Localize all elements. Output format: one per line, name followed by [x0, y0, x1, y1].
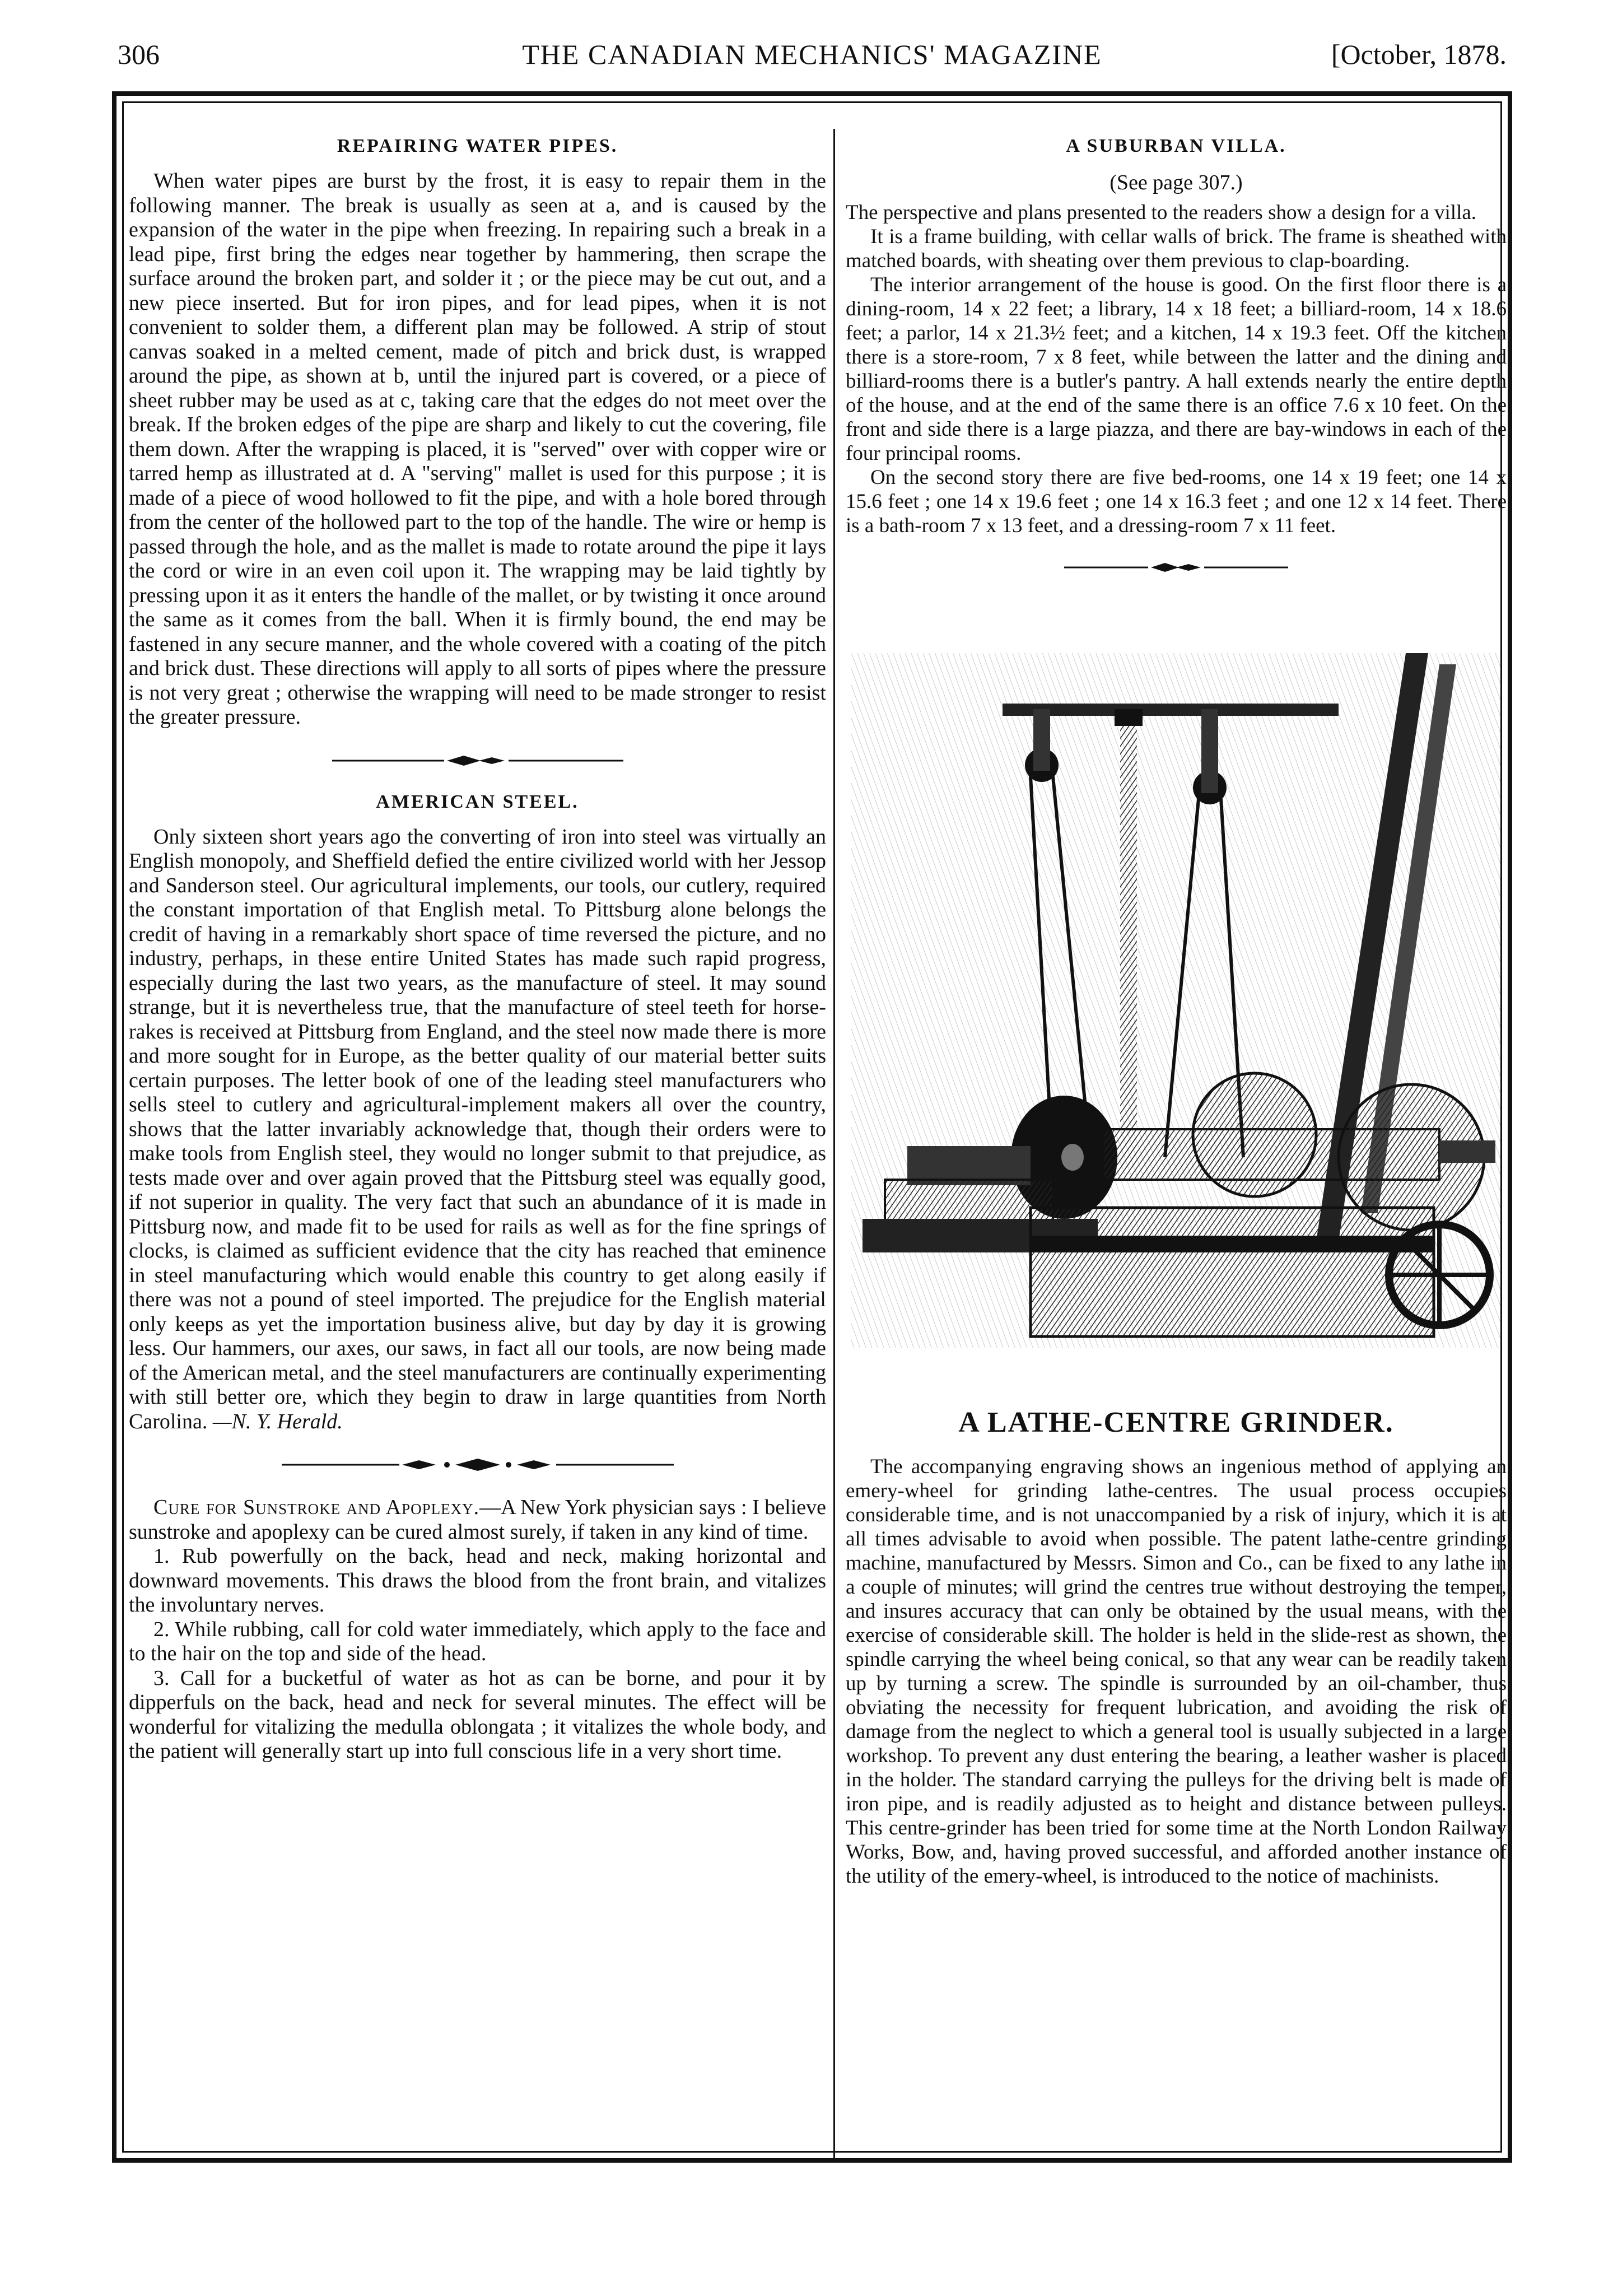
sunstroke-note: [129, 1496, 826, 1764]
sunstroke-item: 2. While rubbing, call for cold water immediately, which apply to the face and to the hair on the top and side of the head.: [129, 1617, 826, 1665]
article-body-american-steel: [129, 825, 826, 1435]
section-ornament: [332, 752, 623, 769]
villa-paragraph: On the second story there are five bed-rooms, one 14 x 19 feet; one 14 x 15.6 feet ; one 14 x 19.6 feet ; one 14 x 16.3 feet ; and one 12 x 14 feet. There is a bath-room 7 x 13 feet, and a dressing-room 7 x 11 feet.: [846, 466, 1507, 537]
article-body-lathe-grinder: The accompanying engraving shows an ingenious method of applying an emery-wheel for grinding lathe-centres. The usual process occupies considerable time, and is not unaccompanied by a risk of injury, which it is at all times advisable to avoid when possible. The patent lathe-centre grinding machine, manufactured by Messrs. Simon and Co., can be fixed to any lathe in a couple of minutes; will grind the centres true without destroying the temper, and insures accuracy that can only be obtained by the usual means, with the exercise of considerable skill. The holder is held in the slide-rest as shown, the spindle carrying the wheel being conical, so that any wear can be readily taken up by turning a screw. The spindle is surrounded by an oil-chamber, thus obviating the necessity for frequent lubrication, and avoiding the risk of damage from the neglect to which a general tool is usually subjected in a large workshop. To prevent any dust entering the bearing, a leather washer is placed in the holder. The standard carrying the pulleys for the driving belt is made of iron pipe, and is readily adjusted as to height and distance between pulleys. This centre-grinder has been tried for some time at the North London Railway Works, Bow, and, having proved successful, and afforded another instance of the utility of the emery-wheel, is introduced to the notice of machinists.: [846, 1455, 1507, 1888]
sunstroke-item: 3. Call for a bucketful of water as hot as can be borne, and pour it by dipperfuls on the back, head and neck for several minutes. The effect will be wonderful for vitalizing the medulla oblongata ; it vitalizes the whole body, and the patient will generally start up into full conscious life in a very short time.: [129, 1666, 826, 1763]
article-title-lathe-grinder: A LATHE-CENTRE GRINDER.: [958, 1407, 1394, 1438]
article-body-water-pipes: When water pipes are burst by the frost, it is easy to repair them in the following manner. The break is usually as seen at a, and is caused by the expansion of the water in the pipe when freezing. In repairing such a break in a lead pipe, first bring the edges near together by hammering, then scrape the surface around the broken part, and solder it ; or the piece may be cut out, and a new piece inserted. But for iron pipes, and for lead pipes, when it is not convenient to solder them, a different plan may be followed. A strip of stout canvas soaked in a melted cement, made of pitch and brick dust, is wrapped around the pipe, as shown at b, until the injured part is covered, or a piece of sheet rubber may be used as at c, taking care that the edges do not meet over the break. If the broken edges of the pipe are sharp and likely to cut the covering, file them down. After the wrapping is placed, it is "served" over with copper wire or tarred hemp as illustrated at d. A "serving" mallet is used for this purpose ; it is made of a piece of wood hollowed to fit the pipe, and with a hole bored through from the center of the hollowed part to the top of the handle. The wire or hemp is passed through the hole, and as the mallet is made to rotate around the pipe it lays the cord or wire in an even coil upon it. The wrapping may be laid tightly by pressing upon it as it enters the handle of the mallet, or by twisting it once around the same as it comes from the ball. When it is firmly bound, the end may be fastened in any secure manner, and the whole covered with a coating of the pitch and brick dust. These directions will apply to all sorts of pipes where the pressure is not very great ; otherwise the wrapping will need to be made stronger to resist the greater pressure.: [129, 169, 826, 729]
sunstroke-lead: Cure for Sunstroke and Apoplexy.: [153, 1496, 480, 1519]
running-head: [118, 35, 1507, 74]
lathe-grinder-engraving: [851, 653, 1501, 1381]
article-title-american-steel: AMERICAN STEEL.: [376, 791, 579, 812]
sunstroke-intro-text: —A New York physician says : I believe sunstroke and apoplexy can be cured almost surely, if taken in any kind of time.: [129, 1496, 827, 1544]
american-steel-attribution: —N. Y. Herald.: [212, 1409, 343, 1433]
article-title-suburban-villa: A SUBURBAN VILLA.: [1066, 136, 1286, 156]
section-ornament: [1064, 560, 1288, 575]
column-divider: [833, 129, 835, 2162]
section-ornament: [282, 1456, 674, 1473]
magazine-title: THE CANADIAN MECHANICS' MAGAZINE: [522, 39, 1102, 70]
sunstroke-intro: [129, 1496, 826, 1544]
villa-paragraph: It is a frame building, with cellar walls of brick. The frame is sheathed with matched boards, with sheating over them previous to clap-boarding.: [846, 225, 1507, 272]
article-subtitle-suburban-villa: (See page 307.): [1109, 171, 1243, 194]
page-number: 306: [118, 39, 160, 70]
right-column: [846, 129, 1507, 1888]
article-title-water-pipes: REPAIRING WATER PIPES.: [337, 136, 618, 156]
left-column: [129, 129, 826, 1764]
villa-paragraph: The interior arrangement of the house is good. On the first floor there is a dining-room, 14 x 22 feet; a library, 14 x 18 feet; a billiard-room, 14 x 18.6 feet; a parlor, 14 x 21.3½ feet; and a kitchen, 14 x 19.3 feet. Off the kitchen there is a store-room, 7 x 8 feet, while between the latter and the dining and billiard-rooms there is a butler's pantry. A hall extends nearly the entire depth of the house, and at the end of the same there is an office 7.6 x 10 feet. On the front and side there is a large piazza, and there are bay-windows in each of the four principal rooms.: [846, 273, 1507, 465]
sunstroke-item: 1. Rub powerfully on the back, head and neck, making horizontal and downward movements. This draws the blood from the front brain, and vitalizes the involuntary nerves.: [129, 1544, 826, 1617]
american-steel-text: Only sixteen short years ago the converting of iron into steel was virtually an English monopoly, and Sheffield defied the entire civilized world with her Jessop and Sanderson steel. Our agricultural implements, our tools, our cutlery, required the constant importation of that English metal. To Pittsburg alone belongs the credit of having in a remarkably short space of time reversed the picture, and no industry, perhaps, in these entire United States has made such rapid progress, especially during the last two years, as the manufacture of steel. It may sound strange, but it is nevertheless true, that the manufacture of steel teeth for horse-rakes is received at Pittsburg from England, and the steel now made there is more and more sought for in Europe, as the better quality of our material better suits certain purposes. The letter book of one of the leading steel manufacturers who sells steel to cutlery and agricultural-implement makers all over the country, shows that the latter invariably acknowledge that, though their orders were to make tools from English steel, they would no longer submit to that prejudice, as tests made over and over again proved that the Pittsburg steel was equally good, if not superior in quality. The very fact that such an abundance of it is made in Pittsburg now, and made fit to be used for rails as well as for the fine springs of clocks, is claimed as sufficient evidence that the city has reached that eminence in steel manufacturing which would enable this country to get along easily if there was not a pound of steel imported. The prejudice for the English material only keeps as yet the importation business alive, but day by day it is growing less. Our hammers, our axes, our saws, in fact all our tools, are now being made of the American metal, and the steel manufacturers are continually experimenting with still better ore, which they begin to draw in large quantities from North Carolina.: [129, 825, 826, 1433]
villa-paragraph: The perspective and plans presented to the readers show a design for a villa.: [846, 201, 1477, 224]
issue-date: [October, 1878.: [1331, 39, 1507, 70]
